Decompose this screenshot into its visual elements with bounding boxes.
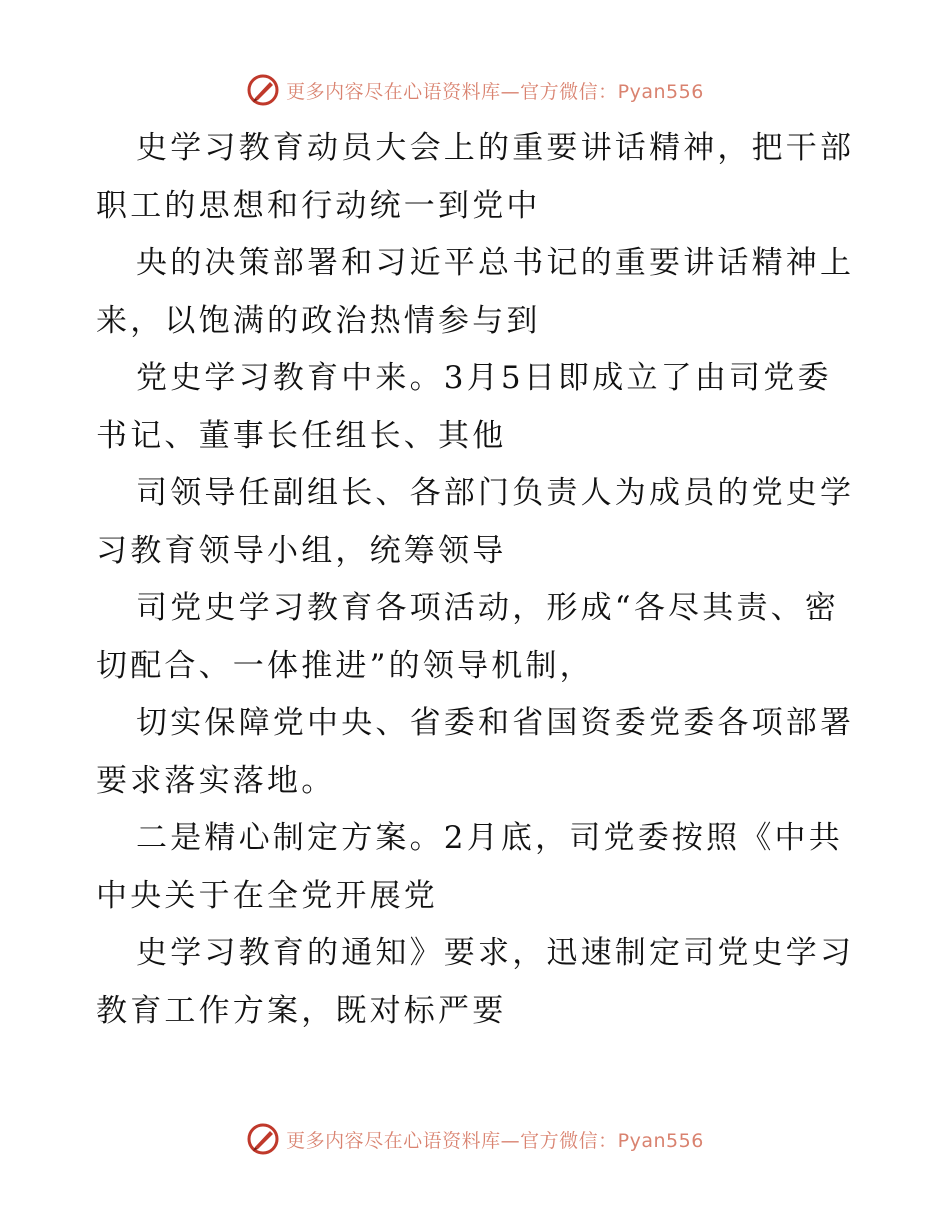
- text-line: 司党史学习教育各项活动，形成“各尽其责、密: [136, 590, 840, 626]
- pen-seal-logo-icon: [246, 1122, 280, 1156]
- text-line: 要求落实落地。: [96, 762, 336, 799]
- text-line: 史学习教育动员大会上的重要讲话精神，把干部: [136, 130, 855, 166]
- footer-watermark-text: 更多内容尽在心语资料库—官方微信：Pyan556: [286, 1129, 704, 1152]
- text-line: 来，以饱满的政治热情参与到: [96, 302, 541, 339]
- text-line: 教育工作方案，既对标严要: [96, 992, 507, 1029]
- pen-seal-logo-icon: [246, 73, 280, 107]
- text-line: 习教育领导小组，统筹领导: [96, 532, 507, 569]
- text-line: 央的决策部署和习近平总书记的重要讲话精神上: [136, 245, 855, 281]
- text-line: 职工的思想和行动统一到党中: [96, 187, 541, 224]
- text-line: 切配合、一体推进”的领导机制，: [96, 647, 594, 684]
- header-watermark-text: 更多内容尽在心语资料库—官方微信：Pyan556: [286, 80, 704, 103]
- text-line: 书记、董事长任组长、其他: [96, 417, 507, 454]
- text-line: 切实保障党中央、省委和省国资委党委各项部署: [136, 705, 855, 741]
- header-watermark: [0, 70, 950, 110]
- text-line: 中央关于在全党开展党: [96, 877, 438, 914]
- document-body: [96, 120, 856, 1040]
- footer-watermark: [0, 1119, 950, 1159]
- text-line: 司领导任副组长、各部门负责人为成员的党史学: [136, 475, 855, 511]
- text-line: 党史学习教育中来。3月5日即成立了由司党委: [136, 360, 832, 396]
- text-line: 二是精心制定方案。2月底，司党委按照《中共: [136, 820, 843, 856]
- text-line: 史学习教育的通知》要求，迅速制定司党史学习: [136, 935, 855, 971]
